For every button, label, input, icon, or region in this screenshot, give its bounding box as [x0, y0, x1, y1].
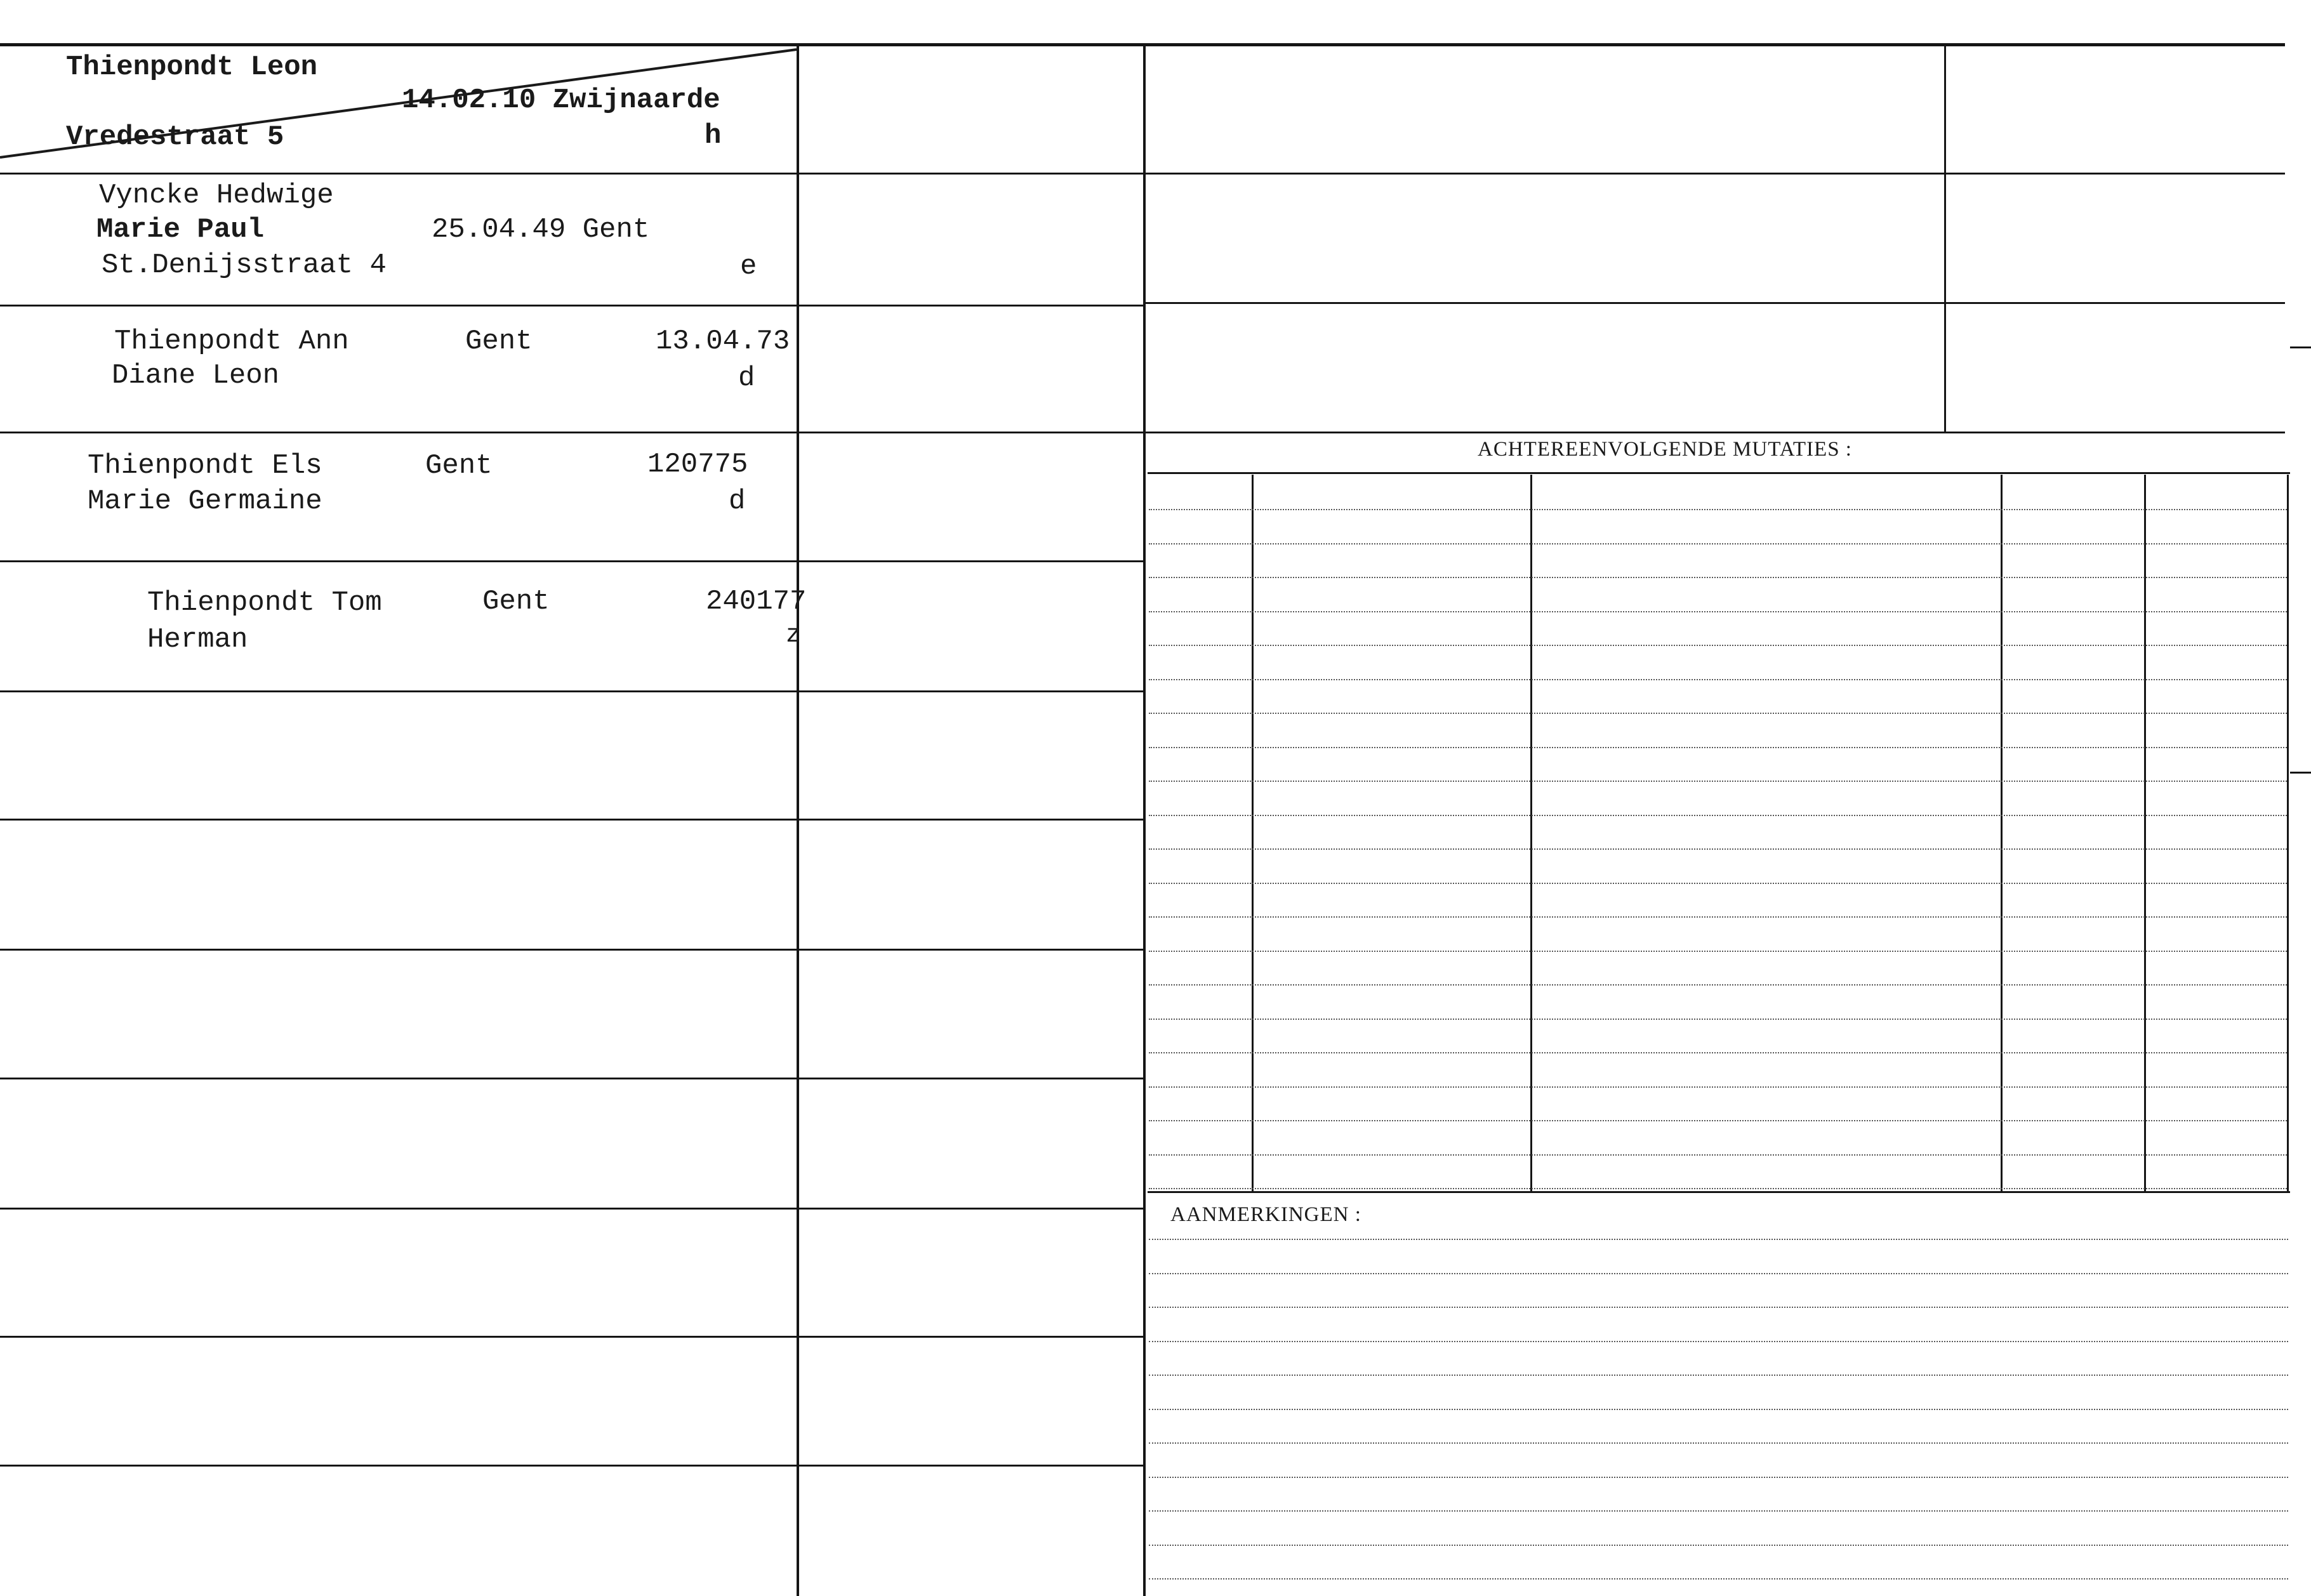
mutation-ruled-line	[1149, 747, 2287, 748]
mutations-heading: ACHTEREENVOLGENDE MUTATIES :	[1478, 438, 1852, 461]
mutation-ruled-line	[1149, 781, 2287, 782]
row-line-5	[0, 690, 797, 692]
mutation-col-divider-1	[1252, 475, 1254, 1192]
mutation-ruled-line	[1149, 645, 2287, 646]
row-line-6	[0, 819, 797, 821]
row-line-11	[0, 1465, 797, 1467]
remarks-ruled-line	[1149, 1307, 2288, 1308]
mutation-ruled-line	[1149, 984, 2287, 986]
entry-1-strike-line	[0, 44, 800, 171]
mutation-ruled-line	[1149, 1086, 2287, 1088]
remarks-ruled-line	[1149, 1239, 2288, 1240]
remarks-ruled-line	[1149, 1510, 2288, 1512]
mutation-ruled-line	[1149, 1120, 2287, 1121]
entry-3-place: Gent	[465, 326, 533, 357]
edge-tick-1	[2290, 346, 2311, 348]
entry-4-name: Thienpondt Els	[88, 450, 322, 482]
row-line-9	[0, 1208, 797, 1210]
top-right-divider	[1944, 44, 1946, 432]
entry-2-given-names: Marie Paul	[96, 214, 265, 246]
entry-2-code: e	[740, 251, 757, 282]
mutation-col-divider-2	[1530, 475, 1532, 1192]
entry-3-given-names: Diane Leon	[112, 360, 280, 392]
mid-row-line-8	[799, 1078, 1143, 1079]
entry-1-birth: 14.02.10 Zwijnaarde	[402, 84, 720, 116]
right-row-line-3	[1146, 432, 2285, 433]
entry-3-date: 13.04.73	[656, 326, 790, 357]
mutation-ruled-line	[1149, 543, 2287, 544]
mutation-ruled-line	[1149, 679, 2287, 680]
entry-2-address: St.Denijsstraat 4	[102, 249, 387, 281]
mutation-ruled-line	[1149, 916, 2287, 918]
mid-row-line-2	[799, 305, 1143, 307]
remarks-ruled-line	[1149, 1409, 2288, 1410]
center-right-divider	[1143, 44, 1146, 1596]
row-line-4	[0, 560, 797, 562]
mutation-col-divider-3	[2001, 475, 2003, 1192]
row-line-10	[0, 1336, 797, 1338]
mid-row-line-4	[799, 560, 1143, 562]
mutation-table-bottom	[1148, 1191, 2290, 1193]
remarks-ruled-line	[1149, 1375, 2288, 1376]
mid-row-line-9	[799, 1208, 1143, 1210]
mutation-ruled-line	[1149, 713, 2287, 714]
row-line-8	[0, 1078, 797, 1079]
entry-4-code: d	[729, 485, 746, 517]
mid-row-line-11	[799, 1465, 1143, 1467]
mutation-ruled-line	[1149, 611, 2287, 612]
entry-4-date: 120775	[647, 449, 748, 480]
entry-5-date: 240177	[706, 586, 807, 617]
entry-2-name: Vyncke Hedwige	[99, 180, 334, 211]
entry-1-address: Vredestraat 5	[66, 121, 284, 153]
mutation-ruled-line	[1149, 883, 2287, 884]
mid-row-line-1	[799, 173, 1143, 175]
remarks-ruled-line	[1149, 1273, 2288, 1274]
entry-5-given-names: Herman	[147, 624, 248, 656]
row-line-3	[0, 432, 797, 433]
row-line-7	[0, 949, 797, 951]
mid-row-line-7	[799, 949, 1143, 951]
mid-row-line-3	[799, 432, 1143, 433]
mutation-ruled-line	[1149, 951, 2287, 952]
mutation-ruled-line	[1149, 577, 2287, 578]
entry-1-name: Thienpondt Leon	[66, 51, 318, 83]
entry-4-given-names: Marie Germaine	[88, 485, 322, 517]
entry-4-place: Gent	[425, 450, 493, 482]
mutation-ruled-line	[1149, 1154, 2287, 1156]
mutation-ruled-line	[1149, 815, 2287, 816]
mutation-ruled-line	[1149, 1188, 2287, 1189]
remarks-ruled-line	[1149, 1442, 2288, 1444]
remarks-ruled-line	[1149, 1341, 2288, 1342]
entry-2-birth: 25.04.49 Gent	[432, 214, 650, 246]
entry-5-name: Thienpondt Tom	[147, 587, 382, 619]
mutation-ruled-line	[1149, 848, 2287, 850]
mid-row-line-5	[799, 690, 1143, 692]
right-row-line-1	[1146, 173, 2285, 175]
entry-3-code: d	[738, 362, 755, 394]
remarks-ruled-line	[1149, 1477, 2288, 1478]
row-line-1	[0, 173, 797, 175]
mutation-table-top	[1148, 472, 2290, 474]
remarks-heading: AANMERKINGEN :	[1170, 1203, 1361, 1226]
entry-5-place: Gent	[482, 586, 550, 617]
remarks-ruled-line	[1149, 1578, 2288, 1580]
entry-1-code: h	[705, 120, 722, 152]
mutation-table-right	[2287, 475, 2289, 1192]
mutation-col-divider-4	[2144, 475, 2146, 1192]
remarks-ruled-line	[1149, 1545, 2288, 1546]
entry-3-name: Thienpondt Ann	[114, 326, 349, 357]
edge-tick-2	[2290, 772, 2311, 774]
entry-5-code: z	[786, 621, 802, 650]
mutation-ruled-line	[1149, 509, 2287, 510]
mid-row-line-6	[799, 819, 1143, 821]
mutation-ruled-line	[1149, 1052, 2287, 1053]
mutation-ruled-line	[1149, 1019, 2287, 1020]
row-line-2	[0, 305, 797, 307]
mid-row-line-10	[799, 1336, 1143, 1338]
right-row-line-2	[1146, 302, 2285, 304]
